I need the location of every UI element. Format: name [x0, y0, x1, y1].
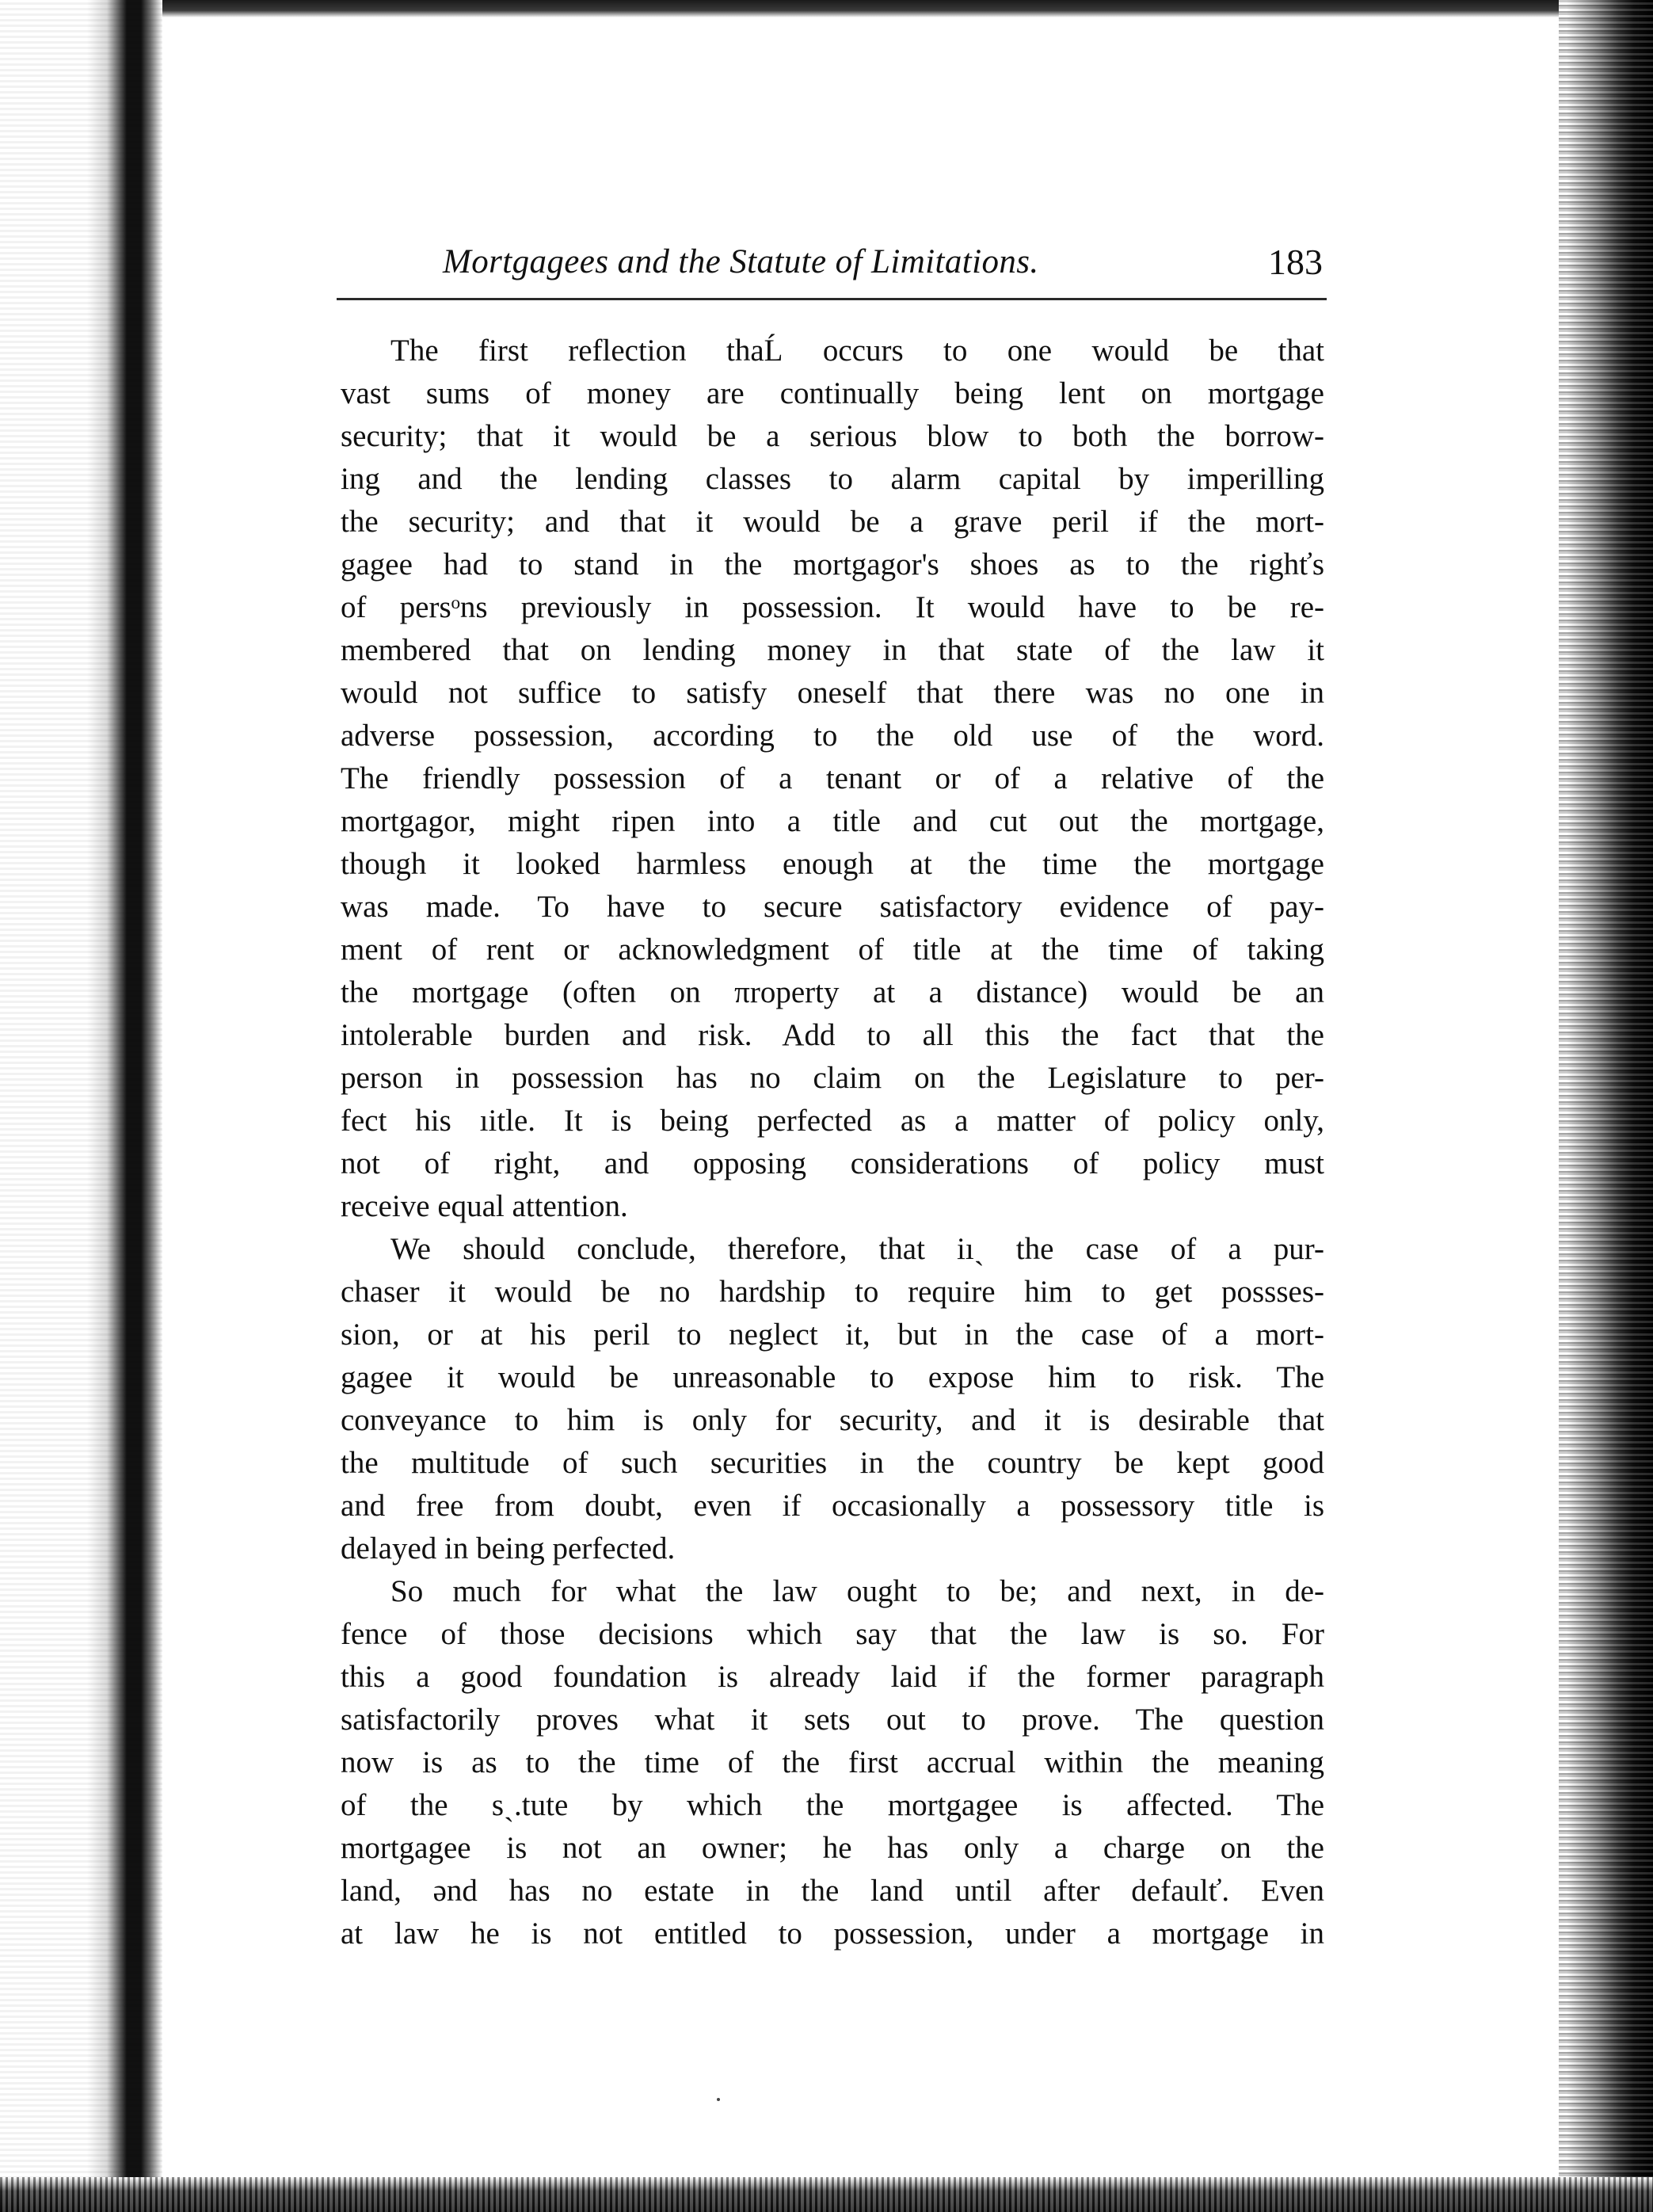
- text-line: chaser it would be no hardship to require him to get possses-: [341, 1275, 1324, 1309]
- text-line: satisfactorily proves what it sets out to prove. The question: [341, 1703, 1324, 1737]
- text-line: fence of those decisions which say that the law is so. For: [341, 1617, 1324, 1651]
- text-line: sion, or at his peril to neglect it, but in the case of a mort-: [341, 1318, 1324, 1352]
- scan-right-edge: [1559, 0, 1653, 2212]
- text-line: We should conclude, therefore, that iıˎ the case of a pur-: [390, 1232, 1324, 1266]
- text-line: now is as to the time of the first accrual within the meaning: [341, 1745, 1324, 1779]
- text-line: of the sˎ.tute by which the mortgagee is affected. The: [341, 1788, 1324, 1822]
- text-line: ment of rent or acknowledgment of title at the time of taking: [341, 932, 1324, 967]
- text-line: not of right, and opposing considerations of policy must: [341, 1146, 1324, 1180]
- text-line: ing and the lending classes to alarm capital by imperilling: [341, 462, 1324, 496]
- text-line: though it looked harmless enough at the time the mortgage: [341, 847, 1324, 881]
- text-line: mortgagor, might ripen into a title and cut out the mortgage,: [341, 804, 1324, 838]
- running-title: Mortgagees and the Statute of Limitations.: [443, 243, 1039, 280]
- text-line: this a good foundation is already laid if the former paragraph: [341, 1660, 1324, 1694]
- page-number: 183: [1268, 242, 1323, 282]
- text-line: and free from doubt, even if occasionally a possessory title is: [341, 1489, 1324, 1523]
- text-line: The first reflection thaĹ occurs to one would be that: [390, 334, 1324, 368]
- paragraph: [341, 1228, 1324, 1570]
- text-line: was made. To have to secure satisfactory evidence of pay-: [341, 890, 1324, 924]
- text-line: delayed in being perfected.: [341, 1531, 676, 1566]
- header-rule: [337, 298, 1327, 300]
- paragraph: [341, 1570, 1324, 1955]
- text-line: receive equal attention.: [341, 1189, 628, 1223]
- text-line: land, ənd has no estate in the land until after defaulť. Even: [341, 1874, 1324, 1908]
- text-line: adverse possession, according to the old use of the word.: [341, 719, 1324, 753]
- book-page: [337, 238, 1324, 1951]
- scan-top-edge: [0, 0, 1653, 17]
- text-line: the multitude of such securities in the country be kept good: [341, 1446, 1324, 1480]
- text-line: would not suffice to satisfy oneself that there was no one in: [341, 676, 1324, 710]
- text-line: security; that it would be a serious blow to both the borrow-: [341, 419, 1324, 453]
- text-line: the security; and that it would be a grave peril if the mort-: [341, 505, 1324, 539]
- text-line: person in possession has no claim on the Legislature to per-: [341, 1061, 1324, 1095]
- text-line: fect his ıitle. It is being perfected as a matter of policy only,: [341, 1104, 1324, 1138]
- text-line: of persᵒns previously in possession. It would have to be re-: [341, 590, 1324, 624]
- text-line: So much for what the law ought to be; and next, in de-: [390, 1574, 1324, 1608]
- text-line: at law he is not entitled to possession, under a mortgage in: [341, 1916, 1324, 1951]
- text-line: the mortgage (often on πroperty at a distance) would be an: [341, 975, 1324, 1009]
- scan-speck: [717, 2098, 720, 2101]
- paragraph: [341, 330, 1324, 1228]
- text-line: conveyance to him is only for security, and it is desirable that: [341, 1403, 1324, 1437]
- scan-bottom-edge: [0, 2177, 1653, 2212]
- text-line: The friendly possession of a tenant or of a relative of the: [341, 761, 1324, 795]
- text-line: mortgagee is not an owner; he has only a charge on the: [341, 1831, 1324, 1865]
- text-line: gagee it would be unreasonable to expose him to risk. The: [341, 1360, 1324, 1394]
- text-line: gagee had to stand in the mortgagor's shoes as to the righťs: [341, 547, 1324, 582]
- running-head: [337, 238, 1323, 295]
- body-text: [341, 330, 1324, 1955]
- text-line: membered that on lending money in that state of the law it: [341, 633, 1324, 667]
- text-line: intolerable burden and risk. Add to all this the fact that the: [341, 1018, 1324, 1052]
- scan-left-edge: [0, 0, 162, 2212]
- text-line: vast sums of money are continually being lent on mortgage: [341, 376, 1324, 410]
